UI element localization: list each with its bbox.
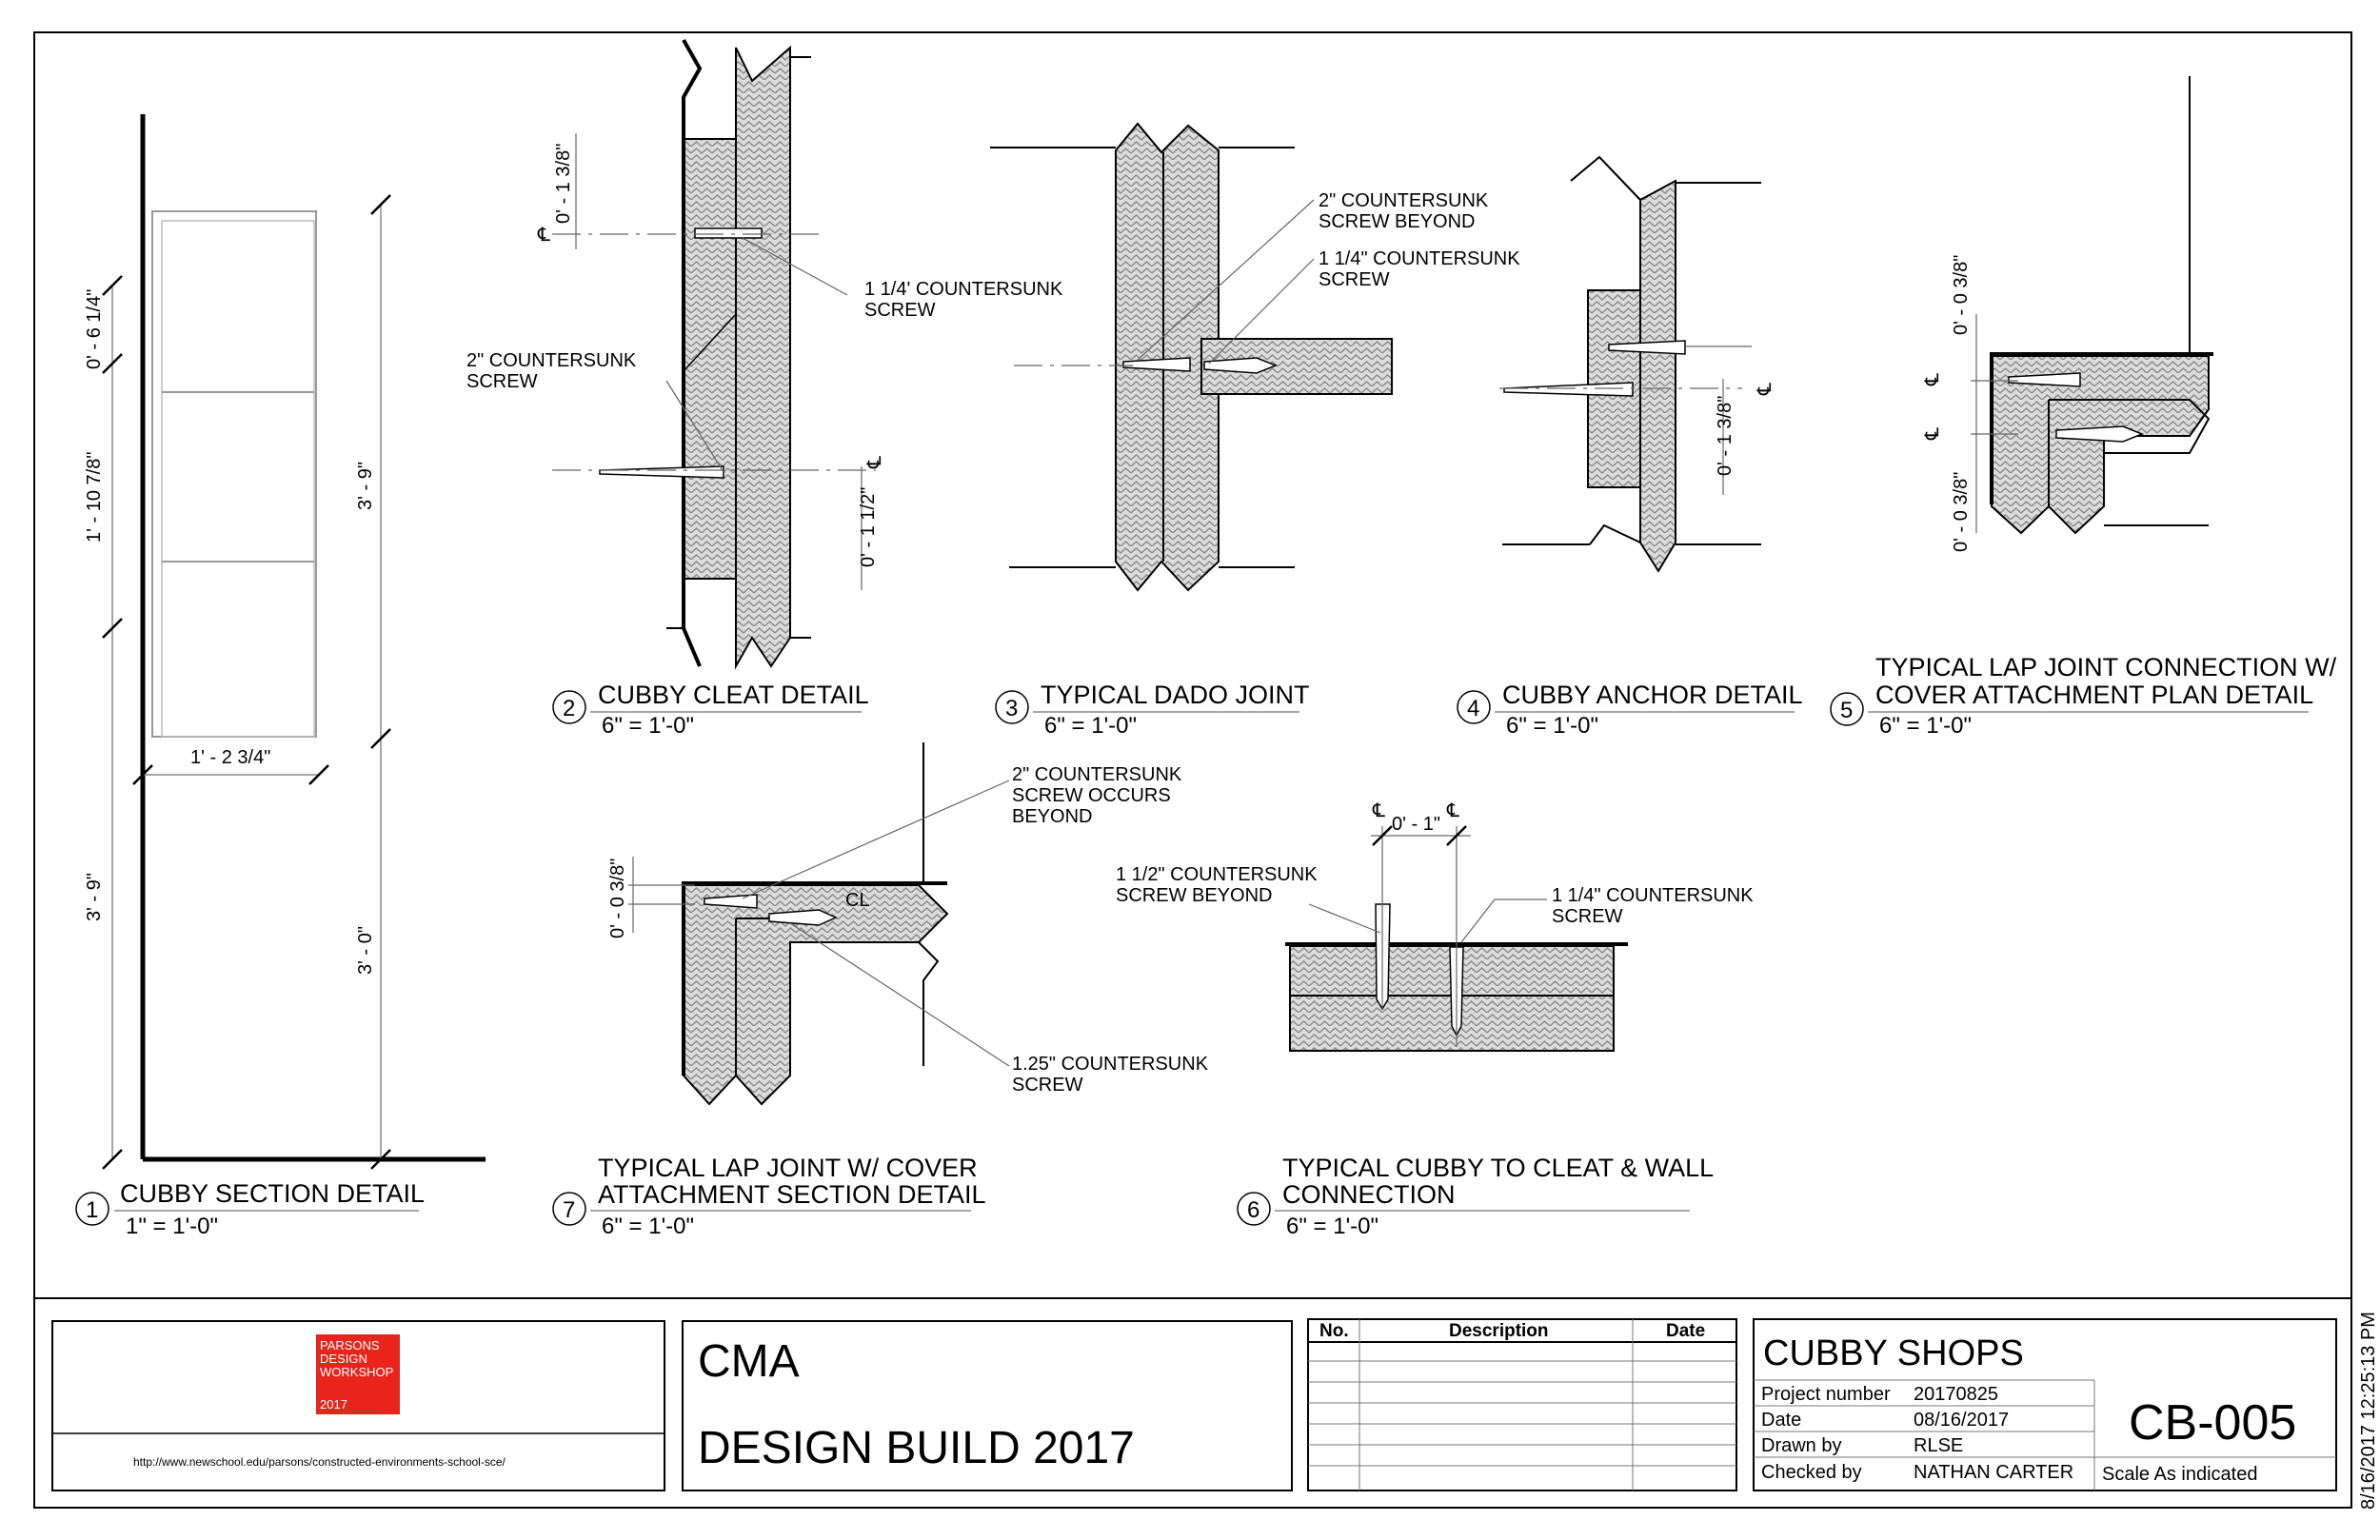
- centerline-icon: ℄: [1755, 383, 1775, 395]
- detail-title: CUBBY ANCHOR DETAIL: [1502, 681, 1803, 709]
- detail-number: 2: [563, 696, 576, 721]
- dim-bottom: 0' - 1 1/2": [858, 486, 879, 567]
- dim-top: 0' - 1 3/8": [553, 143, 574, 224]
- field-label: Date: [1761, 1410, 1802, 1431]
- centerline-icon: ℄: [1373, 800, 1385, 821]
- dim-right-lower: 3' - 0": [355, 926, 376, 975]
- revisions-table: [1308, 1319, 1736, 1491]
- url-link[interactable]: http://www.newschool.edu/parsons/constructed-environments-school-sce/: [133, 1455, 506, 1469]
- detail-4-cubby-anchor: [1458, 157, 1803, 739]
- dim-width: 1' - 2 3/4": [190, 747, 271, 768]
- dim-middle: 1' - 10 7/8": [84, 451, 105, 543]
- detail-title-line: TYPICAL CUBBY TO CLEAT & WALL: [1282, 1154, 1715, 1182]
- detail-5-lap-joint-plan: [1831, 76, 2337, 739]
- sheet-number: CB-005: [2129, 1395, 2297, 1451]
- detail-number: 5: [1840, 698, 1854, 723]
- note-beyond: SCREW BEYOND: [1319, 211, 1476, 232]
- note-screw-a: 1 1/4' COUNTERSUNK: [864, 279, 1063, 300]
- detail-number: 1: [86, 1197, 99, 1223]
- detail-title: CUBBY SECTION DETAIL: [120, 1179, 426, 1208]
- rev-header-date: Date: [1666, 1321, 1706, 1341]
- logo-line: 2017: [320, 1397, 347, 1412]
- detail-scale: 6" = 1'-0": [602, 713, 695, 739]
- dim-top-gap: 0' - 6 1/4": [84, 288, 105, 369]
- note-screw-b: 2" COUNTERSUNK: [466, 350, 637, 371]
- note-right: SCREW: [1552, 906, 1623, 927]
- dim-bottom: 0' - 0 3/8": [1951, 471, 1972, 552]
- note-screw: 1 1/4" COUNTERSUNK: [1319, 248, 1520, 269]
- centerline-icon: ℄: [1922, 427, 1943, 440]
- cl-label: CL: [845, 890, 870, 911]
- detail-6-cubby-to-cleat: [1116, 800, 1754, 1239]
- detail-scale: 6" = 1'-0": [602, 1214, 695, 1239]
- dim: 0' - 0 3/8": [607, 858, 628, 938]
- detail-number: 7: [563, 1197, 576, 1223]
- field-value: RLSE: [1914, 1435, 1964, 1456]
- detail-title: CUBBY CLEAT DETAIL: [598, 681, 869, 709]
- dim-right-upper: 3' - 9": [355, 462, 376, 510]
- detail-number: 4: [1467, 696, 1480, 721]
- rev-header-description: Description: [1449, 1321, 1549, 1341]
- title-block: [52, 1312, 2379, 1510]
- dim: 0' - 1 3/8": [1715, 395, 1735, 476]
- rev-header-no: No.: [1319, 1321, 1349, 1341]
- detail-scale: 6" = 1'-0": [1506, 713, 1599, 739]
- note-left: 1 1/2" COUNTERSUNK: [1116, 864, 1318, 885]
- detail-scale: 6" = 1'-0": [1044, 713, 1138, 739]
- field-label: Checked by: [1761, 1462, 1862, 1483]
- note-bottom: SCREW: [1012, 1075, 1083, 1096]
- detail-number: 6: [1247, 1197, 1260, 1223]
- dim-left-lower: 3' - 9": [84, 873, 105, 921]
- logo-line: PARSONS: [320, 1338, 380, 1352]
- dim-top: 0' - 0 3/8": [1951, 254, 1972, 335]
- centerline-icon: ℄: [1447, 800, 1459, 821]
- centerline-icon: ℄: [1922, 373, 1943, 385]
- note-screw: SCREW: [1319, 269, 1390, 290]
- detail-7-lap-joint-section: [553, 742, 1209, 1239]
- project-name: DESIGN BUILD 2017: [698, 1423, 1135, 1473]
- note-bottom: 1.25" COUNTERSUNK: [1012, 1054, 1209, 1075]
- field-label: Drawn by: [1761, 1435, 1842, 1456]
- detail-title-line: ATTACHMENT SECTION DETAIL: [598, 1180, 986, 1209]
- field-value: NATHAN CARTER: [1914, 1462, 2074, 1483]
- centerline-icon: ℄: [538, 225, 550, 246]
- note-beyond: 2" COUNTERSUNK: [1319, 190, 1489, 211]
- logo-line: WORKSHOP: [320, 1365, 394, 1379]
- note-top: 2" COUNTERSUNK: [1012, 764, 1182, 785]
- detail-scale: 1" = 1'-0": [126, 1214, 219, 1239]
- detail-title-line: COVER ATTACHMENT PLAN DETAIL: [1875, 681, 2314, 709]
- field-label: Project number: [1761, 1384, 1891, 1405]
- scale-note: Scale As indicated: [2102, 1464, 2258, 1485]
- note-screw-b: SCREW: [466, 371, 538, 392]
- note-left: SCREW BEYOND: [1116, 885, 1273, 906]
- note-top: SCREW OCCURS: [1012, 785, 1171, 806]
- field-value: 08/16/2017: [1914, 1410, 2010, 1431]
- logo-line: DESIGN: [320, 1352, 367, 1366]
- detail-scale: 6" = 1'-0": [1879, 713, 1973, 739]
- detail-1-cubby-section: [76, 114, 486, 1239]
- client-name: CMA: [698, 1336, 800, 1387]
- centerline-icon: ℄: [864, 456, 885, 468]
- detail-3-dado-joint: [990, 124, 1520, 739]
- note-screw-a: SCREW: [864, 300, 936, 321]
- note-top: BEYOND: [1012, 806, 1093, 827]
- field-value: 20170825: [1914, 1384, 1998, 1405]
- sheet-title: CUBBY SHOPS: [1763, 1333, 2024, 1373]
- detail-title: TYPICAL DADO JOINT: [1041, 681, 1310, 709]
- detail-title-line: CONNECTION: [1282, 1180, 1456, 1209]
- detail-title-line: TYPICAL LAP JOINT W/ COVER: [598, 1154, 978, 1182]
- detail-number: 3: [1005, 696, 1019, 721]
- detail-scale: 6" = 1'-0": [1286, 1214, 1379, 1239]
- dim: 0' - 1": [1392, 814, 1440, 835]
- note-right: 1 1/4" COUNTERSUNK: [1552, 885, 1754, 906]
- timestamp: 8/16/2017 12:25:13 PM: [2358, 1312, 2379, 1510]
- detail-2-cubby-cleat: [466, 38, 1063, 739]
- detail-title-line: TYPICAL LAP JOINT CONNECTION W/: [1875, 653, 2337, 681]
